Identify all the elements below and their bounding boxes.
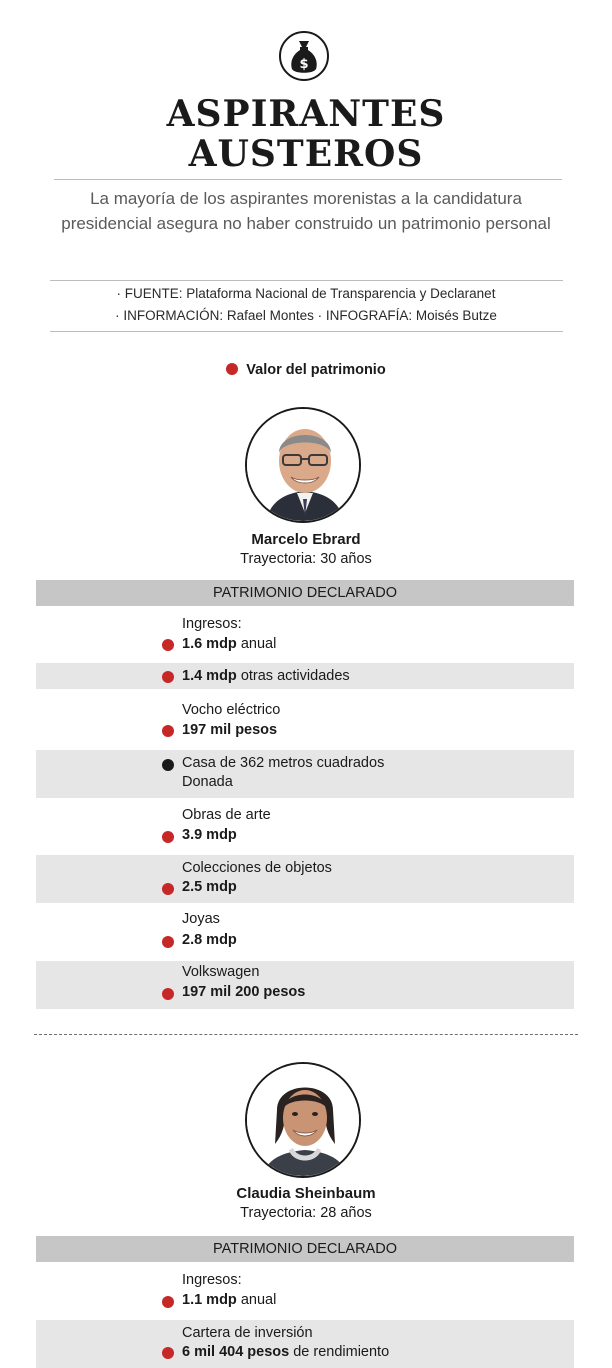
person-career: Trayectoria: 28 años [240,1205,372,1221]
item-value: 1.4 mdp otras actividades [182,668,350,684]
list-item [36,1266,574,1316]
list-item [36,855,574,903]
list-item [36,1320,574,1368]
item-label: Ingresos: [182,1272,242,1288]
value-dot [162,883,174,895]
person-name: Marcelo Ebrard [251,531,361,548]
divider-rule [50,280,563,281]
list-item [36,750,574,798]
credits-source: · FUENTE: Plataforma Nacional de Transparencia y Declaranet [116,286,496,301]
value-dot [162,759,174,771]
legend-dot [226,363,238,375]
value-dot [162,725,174,737]
value-dot [162,639,174,651]
item-label: Vocho eléctrico [182,702,281,718]
item-label: Obras de arte [182,807,271,823]
list-item [36,802,574,852]
item-value: 2.8 mdp [182,932,237,948]
list-item [36,610,574,660]
item-value: 1.1 mdp anual [182,1292,277,1308]
person-career: Trayectoria: 30 años [240,551,372,567]
svg-text:$: $ [299,57,309,72]
section-header: PATRIMONIO DECLARADO [36,580,574,606]
divider-rule [54,179,562,180]
list-item [36,663,574,689]
page-title-line-1: ASPIRANTES [166,93,446,135]
list-item [36,907,574,957]
item-value: 197 mil 200 pesos [182,984,306,1000]
page-title-line-2: AUSTEROS [188,133,424,175]
credits-info: · INFORMACIÓN: Rafael Montes · INFOGRAFÍA: Moisés Butze [115,308,497,323]
person-name: Claudia Sheinbaum [236,1185,376,1202]
value-dot [162,936,174,948]
item-value: 1.6 mdp anual [182,636,277,652]
portrait-claudia-sheinbaum [245,1062,361,1178]
item-label: Ingresos: [182,616,242,632]
divider-rule [50,331,563,332]
list-item [36,961,574,1009]
value-dot [162,1347,174,1359]
value-dot [162,671,174,683]
value-dot [162,988,174,1000]
list-item [36,697,574,747]
item-value: Donada [182,774,233,790]
section-header: PATRIMONIO DECLARADO [36,1236,574,1262]
item-label: Joyas [182,911,220,927]
portrait-marcelo-ebrard [245,407,361,523]
money-bag-icon [279,31,329,81]
subtitle: La mayoría de los aspirantes morenistas a la candidatura presidencial asegura no haber construido un patrimonio personal [61,189,551,233]
value-dot [162,1296,174,1308]
legend-label: Valor del patrimonio [246,362,386,378]
dashed-divider [34,1034,578,1035]
item-label: Colecciones de objetos [182,860,332,876]
item-value: 3.9 mdp [182,827,237,843]
item-value: 2.5 mdp [182,879,237,895]
item-value: 197 mil pesos [182,722,278,738]
item-label: Cartera de inversión [182,1325,313,1341]
legend [0,362,612,378]
item-value: 6 mil 404 pesos de rendimiento [182,1344,390,1360]
item-label: Casa de 362 metros cuadrados [182,755,385,771]
value-dot [162,831,174,843]
item-label: Volkswagen [182,964,260,980]
